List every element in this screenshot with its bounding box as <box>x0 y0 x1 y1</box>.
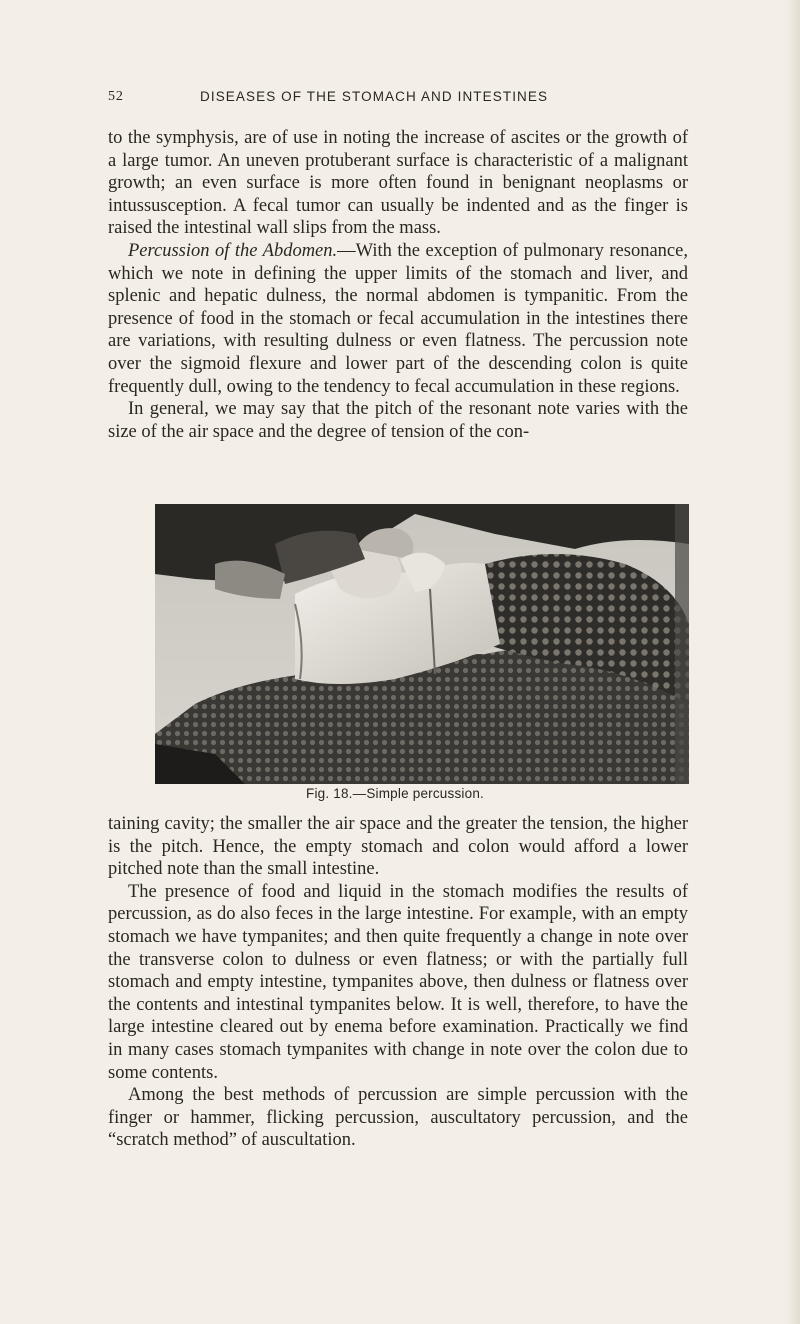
paragraph: The presence of food and liquid in the stomach modifies the results of percussion, as do also feces in the large intestine. For example, with an empty stomach we have tympanites; and then quite frequently a change in note over the transverse colon to dulness or even flatness; or with the partially full stomach and empty intestine, tympanites above, then dulness or flatness over the contents and intestinal tympanites below. It is well, therefore, to have the large intestine cleared out by enema before examination. Practically we find in many cases stomach tympanites with change in note over the colon due to some contents. <box>108 881 688 1083</box>
paragraph-percussion <box>108 240 688 398</box>
paragraph-body: —With the exception of pulmonary resonance, which we note in defining the upper limits of the stomach and liver, and splenic and hepatic dulness, the normal abdomen is tympanitic. From the presence of food in the stomach or fecal accumulation in the intestines there are variations, with resulting dulness or even flatness. The percussion note over the sigmoid flexure and lower part of the descending colon is quite frequently dull, owing to the tendency to fecal accumulation in these regions. <box>108 240 688 397</box>
paragraph: Among the best methods of percussion are simple percussion with the finger or hammer, flicking percussion, auscultatory percussion, and the “scratch method” of auscultation. <box>108 1085 688 1151</box>
paragraph: to the symphysis, are of use in noting the increase of ascites or the growth of a large tumor. An uneven protuberant surface is characteristic of a malignant growth; an even surface is more often found in benignant neoplasms or intussusception. A fecal tumor can usually be indented and as the finger is raised the intestinal wall slips from the mass. <box>108 128 688 239</box>
figure-caption <box>0 786 800 801</box>
running-title: DISEASES OF THE STOMACH AND INTESTINES <box>200 89 549 104</box>
paragraph: In general, we may say that the pitch of the resonant note varies with the size of the air space and the degree of tension of the con- <box>108 399 688 442</box>
text-before-figure <box>108 127 688 443</box>
figure-photo <box>155 504 689 784</box>
text-after-figure <box>108 813 688 1152</box>
page-edge-shadow <box>786 0 800 1324</box>
section-heading: Percussion of the Abdomen. <box>128 240 338 261</box>
figure-caption-text: Fig. 18.—Simple percussion. <box>306 786 484 801</box>
page-number: 52 <box>108 89 124 104</box>
paragraph: taining cavity; the smaller the air space and the greater the tension, the higher is the pitch. Hence, the empty stomach and colon would afford a lower pitched note than the small intestine. <box>108 814 688 880</box>
